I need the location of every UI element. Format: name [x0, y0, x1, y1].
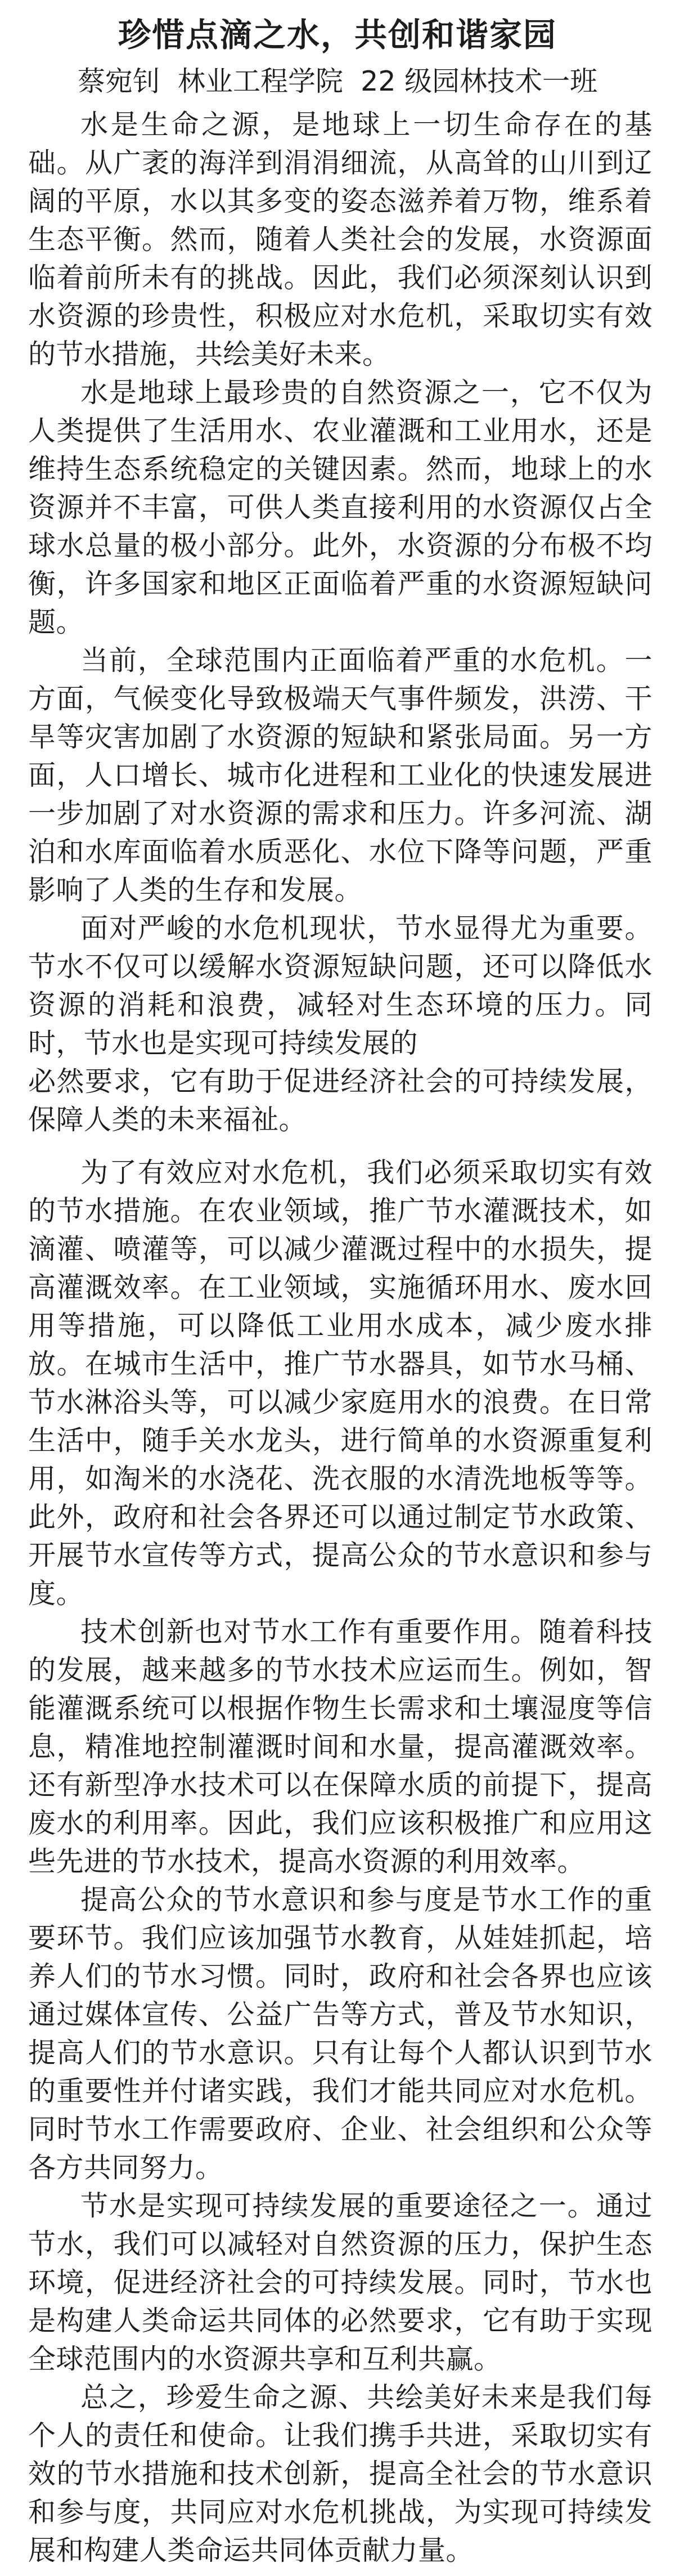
paragraph-1: 水是生命之源，是地球上一切生命存在的基础。从广袤的海洋到涓涓细流，从高耸的山川到辽阔的平原，水以其多变的姿态滋养着万物，维系着生态平衡。然而，随着人类社会的发展，水资源面临着前所未有的挑战。因此，我们必须深刻认识到水资源的珍贵性，积极应对水危机，采取切实有效的节水措施，共绘美好未来。 [28, 109, 652, 370]
paragraph-2: 水是地球上最珍贵的自然资源之一，它不仅为人类提供了生活用水、农业灌溉和工业用水，还是维持生态系统稳定的关键因素。然而，地球上的水资源并不丰富，可供人类直接利用的水资源仅占全球水总量的极小部分。此外，水资源的分布极不均衡，许多国家和地区正面临着严重的水资源短缺问题。 [28, 377, 652, 638]
paragraph-3: 当前，全球范围内正面临着严重的水危机。一方面，气候变化导致极端天气事件频发，洪涝、干旱等灾害加剧了水资源的短缺和紧张局面。另一方面，人口增长、城市化进程和工业化的快速发展进一步加剧了对水资源的需求和压力。许多河流、湖泊和水库面临着水质恶化、水位下降等问题，严重影响了人类的生存和发展。 [28, 644, 652, 906]
paragraph-5: 为了有效应对水危机，我们必须采取切实有效的节水措施。在农业领域，推广节水灌溉技术，如滴灌、喷灌等，可以减少灌溉过程中的水损失，提高灌溉效率。在工业领域，实施循环用水、废水回用等措施，可以降低工业用水成本，减少废水排放。在城市生活中，推广节水器具，如节水马桶、节水淋浴头等，可以减少家庭用水的浪费。在日常生活中，随手关水龙头，进行简单的水资源重复利用，如淘米的水浇花、洗衣服的水清洗地板等等。此外，政府和社会各界还可以通过制定节水政策、开展节水宣传等方式，提高公众的节水意识和参与度。 [28, 1157, 652, 1610]
paragraph-9: 总之，珍爱生命之源、共绘美好未来是我们每个人的责任和使命。让我们携手共进，采取切实有效的节水措施和技术创新，提高全社会的节水意识和参与度，共同应对水危机挑战，为实现可持续发展和构建人类命运共同体贡献力量。 [28, 2381, 652, 2566]
paragraph-4-continued: 必然要求，它有助于促进经济社会的可持续发展，保障人类的未来福祉。 [28, 1065, 652, 1136]
paragraph-7: 提高公众的节水意识和参与度是节水工作的重要环节。我们应该加强节水教育，从娃娃抓起，培养人们的节水习惯。同时，政府和社会各界也应该通过媒体宣传、公益广告等方式，普及节水知识，提高人们的节水意识。只有让每个人都认识到节水的重要性并付诸实践，我们才能共同应对水危机。同时节水工作需要政府、企业、社会组织和公众等各方共同努力。 [28, 1884, 652, 2184]
essay-title: 珍惜点滴之水，共创和谐家园 [118, 16, 557, 54]
author-line: 蔡宛钊 林业工程学院 22 级园林技术一班 [77, 65, 598, 97]
paragraph-6: 技术创新也对节水工作有重要作用。随着科技的发展，越来越多的节水技术应运而生。例如，智能灌溉系统可以根据作物生长需求和土壤湿度等信息，精准地控制灌溉时间和水量，提高灌溉效率。还有新型净水技术可以在保障水质的前提下，提高废水的利用率。因此，我们应该积极推广和应用这些先进的节水技术，提高水资源的利用效率。 [28, 1616, 652, 1878]
paragraph-8: 节水是实现可持续发展的重要途径之一。通过节水，我们可以减轻对自然资源的压力，保护生态环境，促进经济社会的可持续发展。同时，节水也是构建人类命运共同体的必然要求，它有助于实现全球范围内的水资源共享和互利共赢。 [28, 2190, 652, 2375]
paragraph-4: 面对严峻的水危机现状，节水显得尤为重要。节水不仅可以缓解水资源短缺问题，还可以降低水资源的消耗和浪费，减轻对生态环境的压力。同时，节水也是实现可持续发展的 [28, 912, 652, 1059]
